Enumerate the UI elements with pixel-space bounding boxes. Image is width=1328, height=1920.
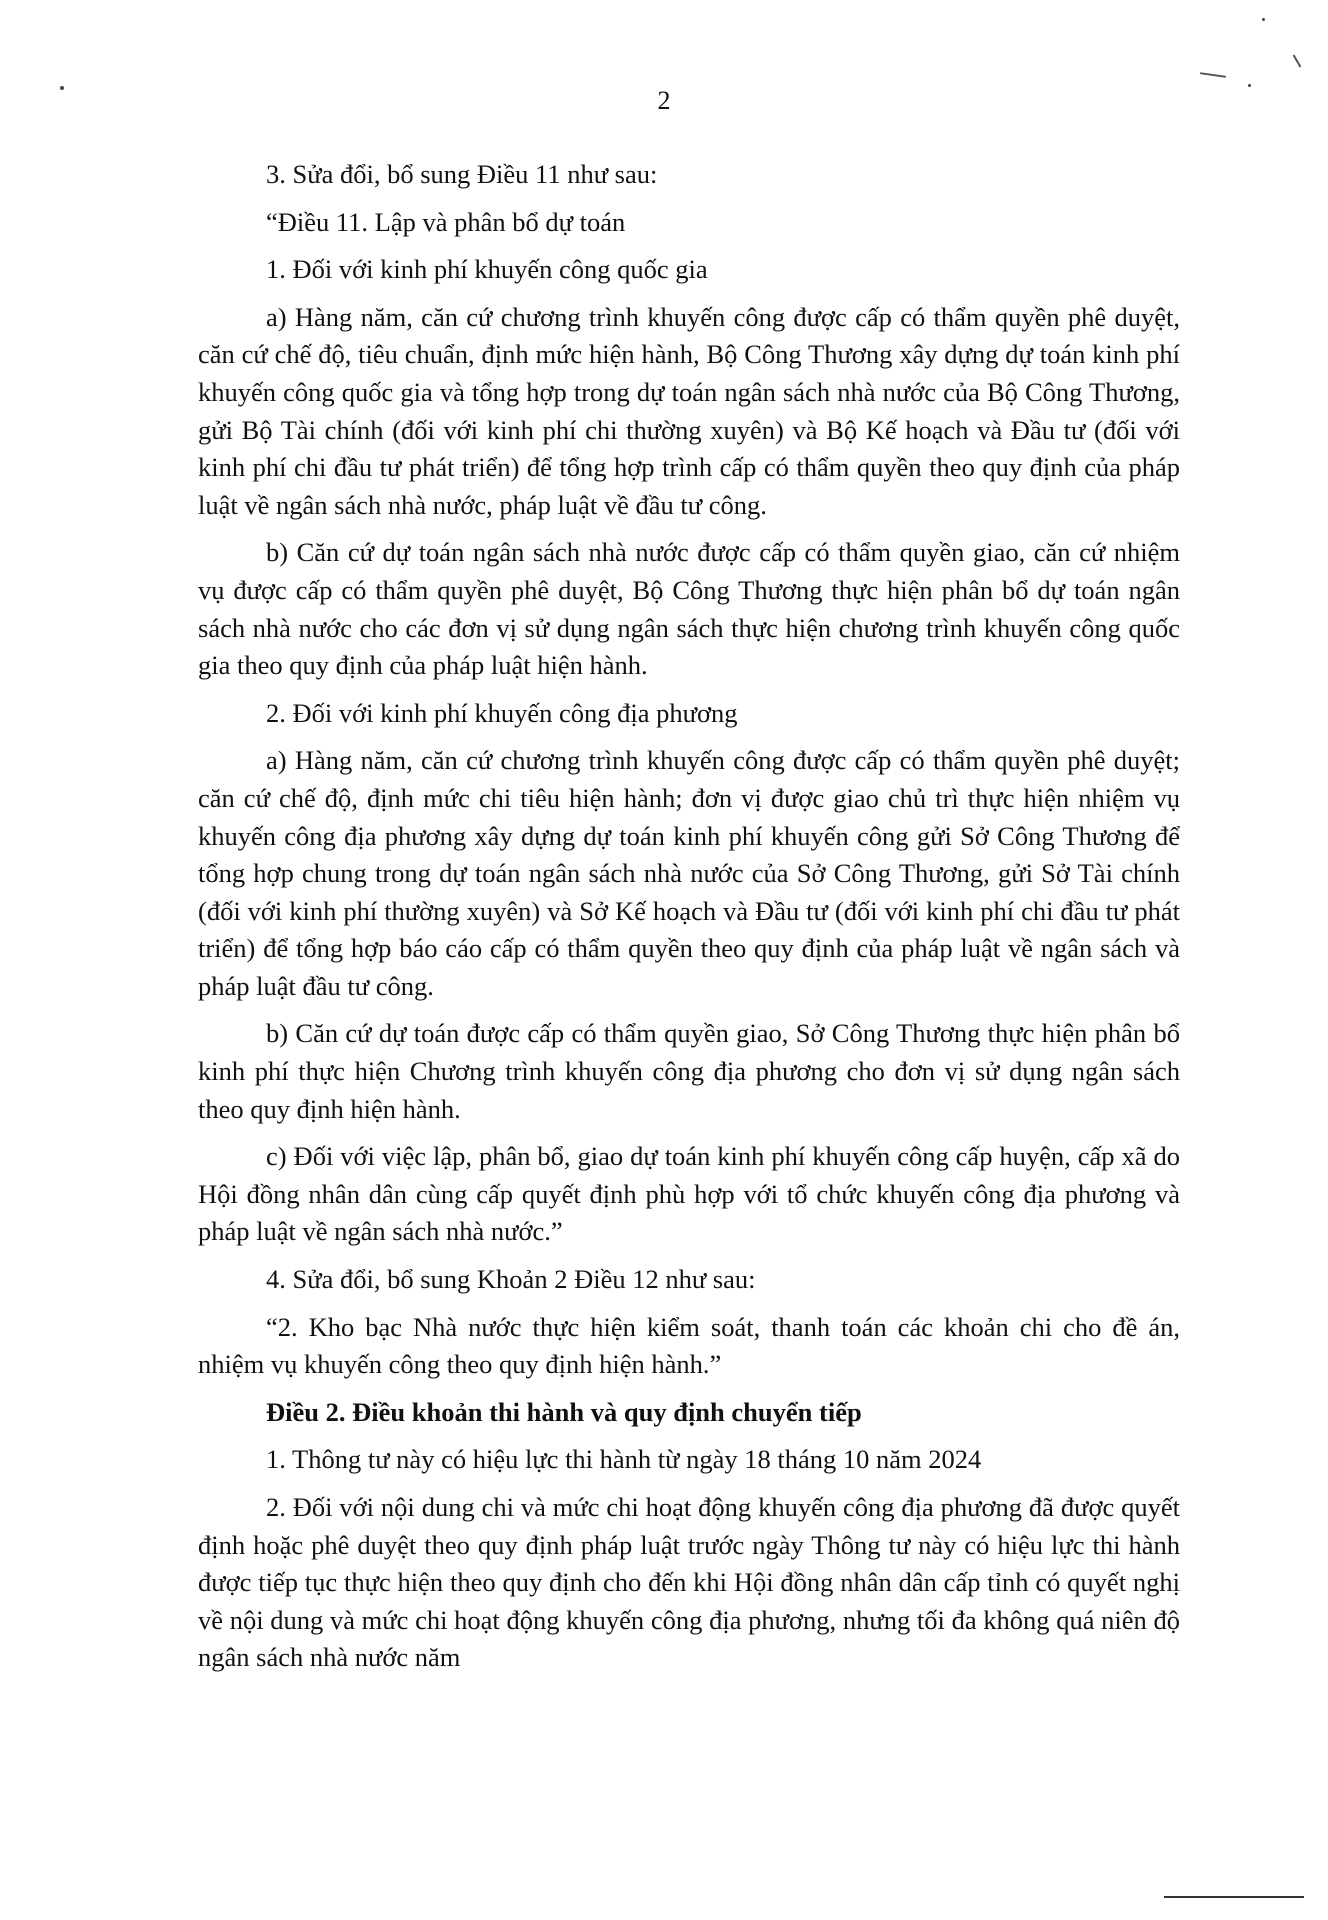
paragraph-article-11-title: “Điều 11. Lập và phân bổ dự toán bbox=[266, 206, 626, 237]
scan-mark bbox=[1293, 54, 1302, 67]
paragraph-effective-date: 1. Thông tư này có hiệu lực thi hành từ ngày 18 tháng 10 năm 2024 bbox=[266, 1444, 982, 1475]
article-2-heading: Điều 2. Điều khoản thi hành và quy định chuyển tiếp bbox=[266, 1396, 862, 1427]
paragraph-amend-article-12: 4. Sửa đổi, bổ sung Khoản 2 Điều 12 như sau: bbox=[266, 1264, 756, 1295]
paragraph-transition: 2. Đối với nội dung chi và mức chi hoạt động khuyến công địa phương đã được quyết định hoặc phê duyệt theo quy định pháp luật trước ngày Thông tư này có hiệu lực thi hành được tiếp tục thực hiện theo quy định cho đến khi Hội đồng nhân dân cấp tỉnh có quyết nghị về nội dung và mức chi hoạt động khuyến công địa phương, nhưng tối đa không quá niên độ ngân sách nhà nước năm bbox=[198, 1492, 1180, 1673]
paragraph-national-b: b) Căn cứ dự toán ngân sách nhà nước được cấp có thẩm quyền giao, căn cứ nhiệm vụ được cấp có thẩm quyền phê duyệt, Bộ Công Thương thực hiện phân bổ dự toán ngân sách nhà nước cho các đơn vị sử dụng ngân sách thực hiện chương trình khuyến công quốc gia theo quy định của pháp luật hiện hành. bbox=[198, 537, 1180, 681]
paragraph-amend-article-11: 3. Sửa đổi, bổ sung Điều 11 như sau: bbox=[266, 159, 658, 189]
paragraph-local-b: b) Căn cứ dự toán được cấp có thẩm quyền giao, Sở Công Thương thực hiện phân bổ kinh phí thực hiện Chương trình khuyến công địa phương cho đơn vị sử dụng ngân sách theo quy định hiện hành. bbox=[198, 1018, 1180, 1124]
scan-speck bbox=[1262, 18, 1265, 21]
paragraph-national-a: a) Hàng năm, căn cứ chương trình khuyến công được cấp có thẩm quyền phê duyệt, căn cứ chế độ, tiêu chuẩn, định mức hiện hành, Bộ Công Thương xây dựng dự toán kinh phí khuyến công quốc gia và tổng hợp trong dự toán ngân sách nhà nước của Bộ Công Thương, gửi Bộ Tài chính (đối với kinh phí chi thường xuyên) và Bộ Kế hoạch và Đầu tư (đối với kinh phí chi đầu tư phát triển) để tổng hợp trình cấp có thẩm quyền theo quy định của pháp luật về ngân sách nhà nước, pháp luật về đầu tư công. bbox=[198, 301, 1180, 520]
scan-edge-line bbox=[1164, 1896, 1304, 1898]
paragraph-local-c: c) Đối với việc lập, phân bổ, giao dự toán kinh phí khuyến công cấp huyện, cấp xã do Hội đồng nhân dân cùng cấp quyết định phù hợp với tổ chức khuyến công địa phương và pháp luật về ngân sách nhà nước.” bbox=[198, 1141, 1180, 1247]
document-body bbox=[198, 156, 1180, 1687]
scan-mark bbox=[1200, 72, 1226, 78]
paragraph-local-funding: 2. Đối với kinh phí khuyến công địa phương bbox=[266, 697, 738, 728]
paragraph-local-a: a) Hàng năm, căn cứ chương trình khuyến công được cấp có thẩm quyền phê duyệt; căn cứ chế độ, định mức chi tiêu hiện hành; đơn vị được giao chủ trì thực hiện nhiệm vụ khuyến công địa phương xây dựng dự toán kinh phí khuyến công gửi Sở Công Thương để tổng hợp chung trong dự toán ngân sách nhà nước của Sở Công Thương, gửi Sở Tài chính (đối với kinh phí thường xuyên) và Sở Kế hoạch và Đầu tư (đối với kinh phí chi đầu tư phát triển) để tổng hợp báo cáo cấp có thẩm quyền theo quy định của pháp luật về ngân sách và pháp luật đầu tư công. bbox=[198, 745, 1180, 1001]
paragraph-treasury: “2. Kho bạc Nhà nước thực hiện kiểm soát, thanh toán các khoản chi cho đề án, nhiệm vụ khuyến công theo quy định hiện hành.” bbox=[198, 1311, 1180, 1380]
page-number: 2 bbox=[657, 86, 671, 115]
paragraph-national-funding: 1. Đối với kinh phí khuyến công quốc gia bbox=[266, 254, 708, 285]
